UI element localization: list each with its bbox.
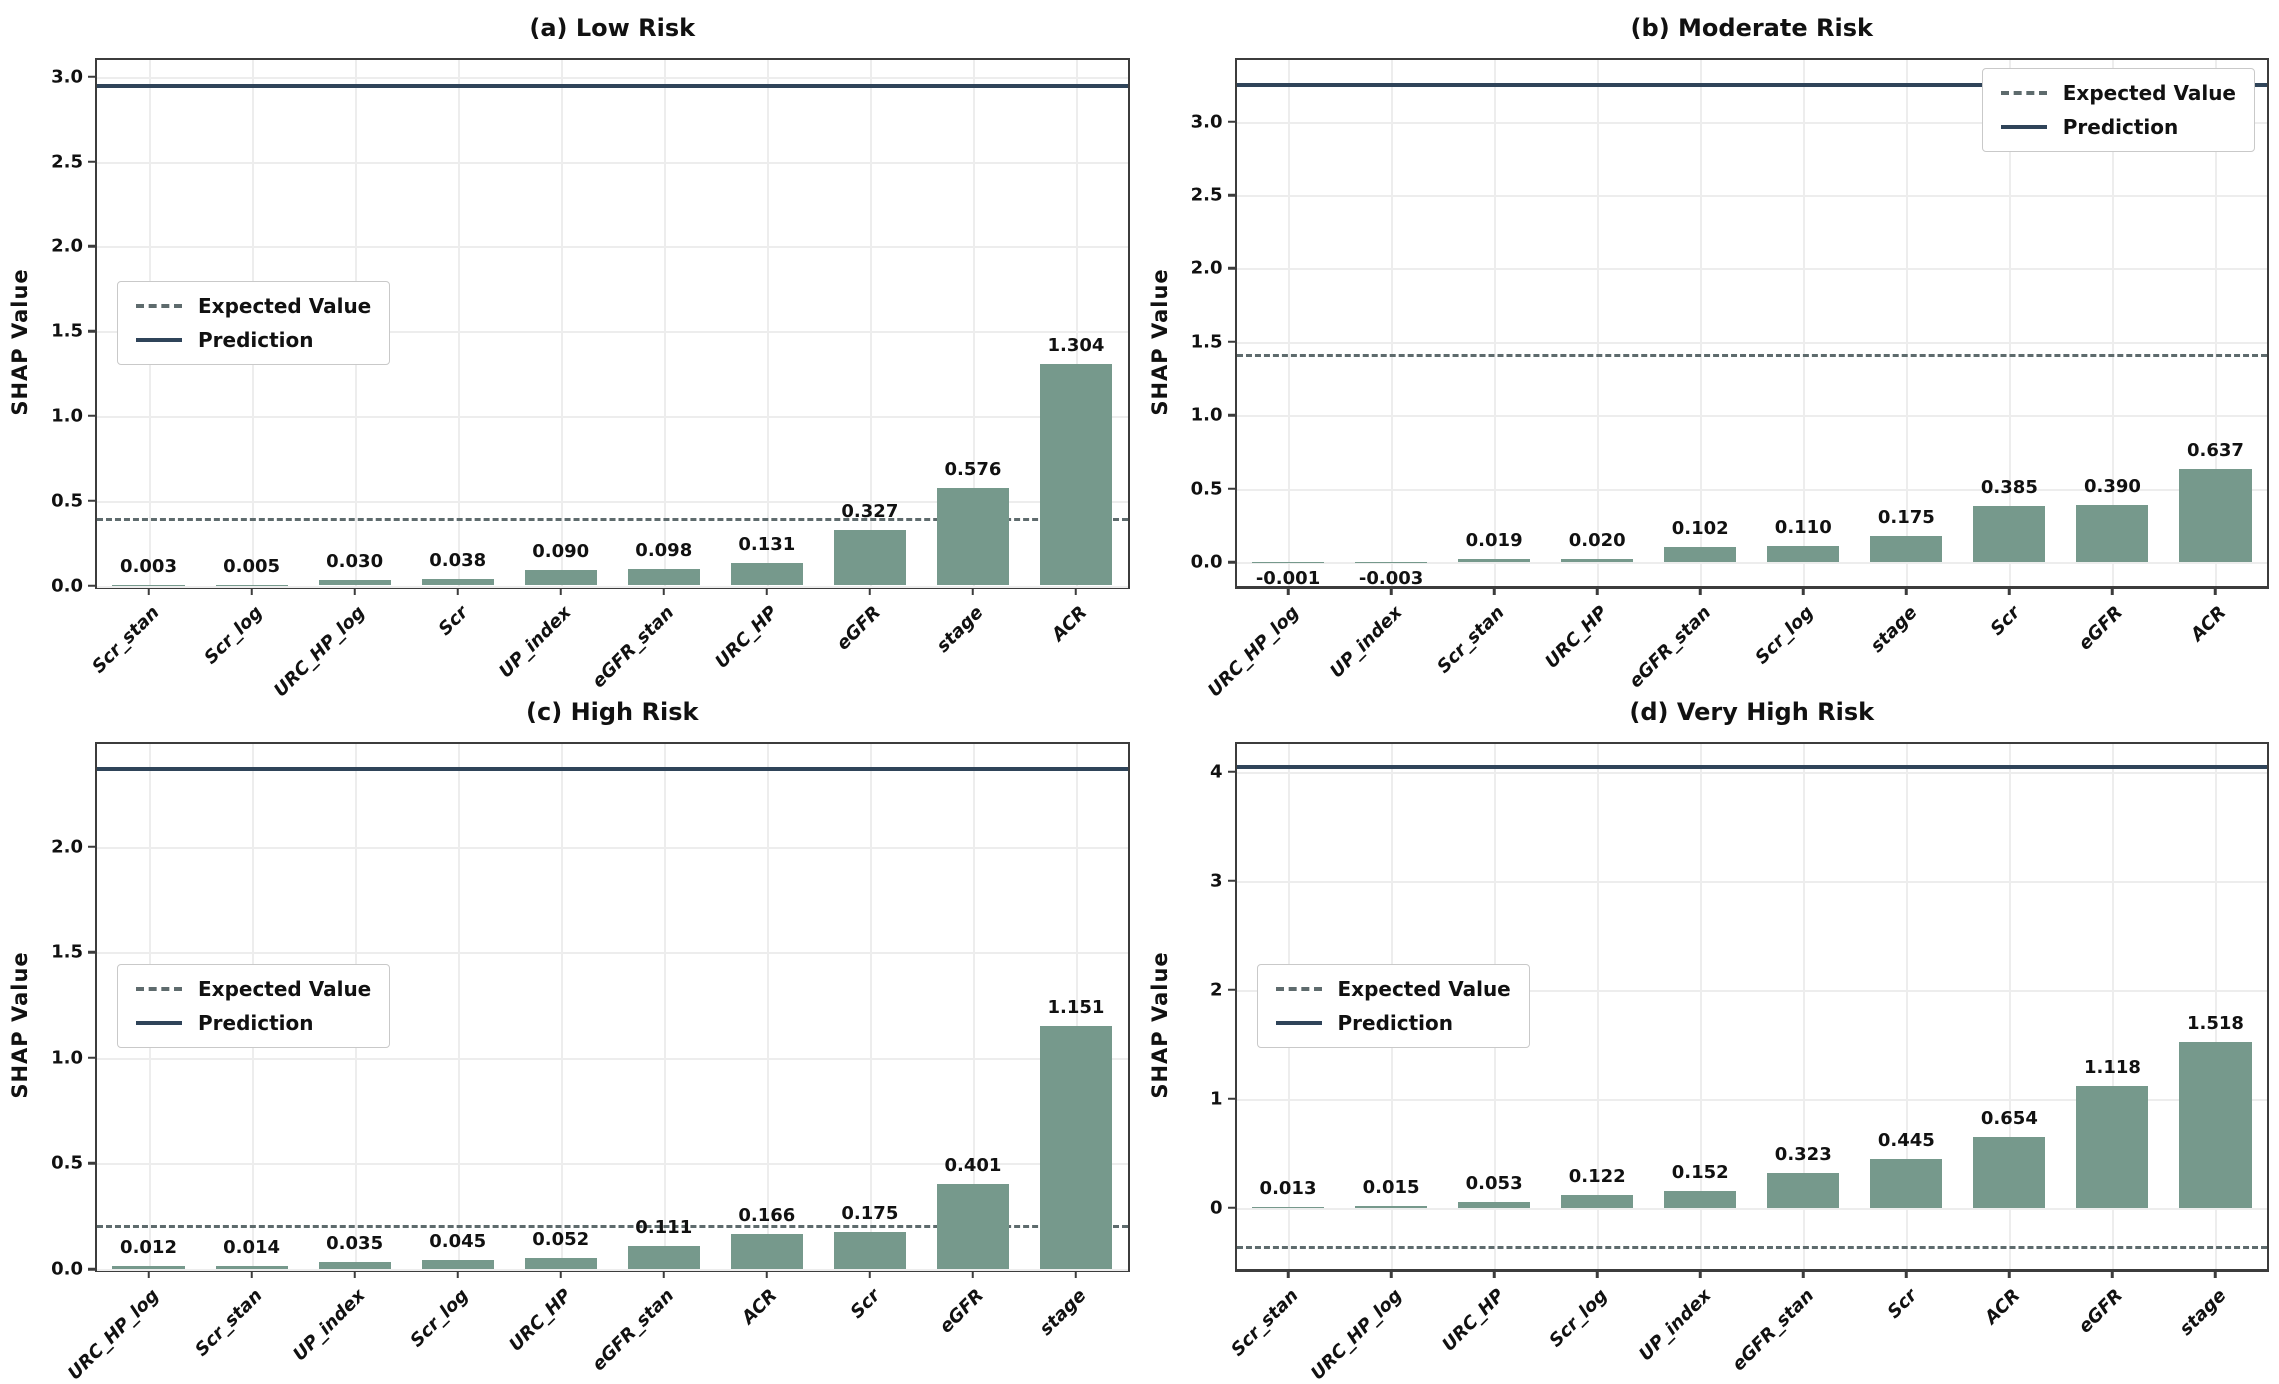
legend-row-prediction <box>136 328 371 352</box>
bar-value-label: 0.110 <box>1775 517 1832 538</box>
x-tick-label: Scr <box>1883 1285 1921 1323</box>
bar <box>1040 364 1112 585</box>
y-tick-label: 0 <box>1210 1197 1223 1218</box>
panel-title: (c) High Risk <box>95 698 1130 726</box>
bar <box>2179 469 2251 563</box>
bar-value-label: 0.098 <box>635 540 692 561</box>
bar <box>1973 1137 2045 1208</box>
bar <box>1561 559 1633 562</box>
bar-value-label: 0.323 <box>1775 1144 1832 1165</box>
bar <box>525 1258 597 1269</box>
x-gridline <box>664 744 666 1270</box>
y-tick-mark <box>88 1162 97 1165</box>
bar-value-label: 0.327 <box>841 501 898 522</box>
bar <box>1870 1159 1942 1208</box>
expected-value-line-sample <box>136 304 182 308</box>
x-tick-label: stage <box>2175 1285 2230 1340</box>
x-tick-mark <box>1390 1269 1393 1278</box>
y-tick-label: 1.5 <box>1191 331 1223 352</box>
x-tick-mark <box>1802 586 1805 595</box>
x-tick-label: UP_index <box>289 1285 369 1365</box>
y-tick-label: 2.0 <box>51 836 83 857</box>
expected-value-line-sample <box>136 987 182 991</box>
legend-label: Expected Value <box>198 294 371 318</box>
x-gridline <box>561 744 563 1270</box>
y-axis-label: SHAP Value <box>8 952 32 1099</box>
legend-label: Prediction <box>1338 1011 1454 1035</box>
y-tick-mark <box>1228 341 1237 344</box>
y-tick-label: 0.0 <box>1191 552 1223 573</box>
y-tick-mark <box>1228 561 1237 564</box>
legend-row-expected <box>2001 81 2236 105</box>
bar-value-label: -0.003 <box>1359 568 1423 589</box>
bar <box>422 1260 494 1269</box>
bar-value-label: 0.035 <box>326 1233 383 1254</box>
legend-label: Expected Value <box>2063 81 2236 105</box>
bar-value-label: 0.111 <box>635 1217 692 1238</box>
expected-value-line <box>1237 354 2268 357</box>
x-tick-label: Scr <box>1986 602 2024 640</box>
expected-value-line <box>1237 1246 2268 1249</box>
y-axis-label: SHAP Value <box>1148 268 1172 415</box>
y-tick-label: 3.0 <box>51 66 83 87</box>
bar-value-label: 0.654 <box>1981 1108 2038 1129</box>
x-tick-label: UP_index <box>495 602 575 682</box>
y-tick-mark <box>88 499 97 502</box>
bar-value-label: 0.015 <box>1363 1177 1420 1198</box>
bar <box>628 1246 700 1269</box>
bar <box>1040 1026 1112 1269</box>
panel-very-high-risk <box>1140 684 2279 1368</box>
bar <box>628 569 700 586</box>
x-tick-mark <box>1699 586 1702 595</box>
x-tick-label: URC_HP <box>1541 602 1612 673</box>
prediction-line-sample <box>136 1021 182 1025</box>
y-tick-mark <box>1228 194 1237 197</box>
x-gridline <box>1700 60 1702 586</box>
y-tick-mark <box>88 584 97 587</box>
y-tick-label: 2 <box>1210 979 1223 1000</box>
y-tick-label: 0.5 <box>51 1153 83 1174</box>
x-gridline <box>1700 744 1702 1270</box>
plot-area <box>95 742 1130 1273</box>
bar-value-label: 0.052 <box>532 1229 589 1250</box>
bar-value-label: 0.090 <box>532 541 589 562</box>
legend-row-prediction <box>1276 1011 1511 1035</box>
x-gridline <box>561 60 563 586</box>
y-tick-mark <box>1228 989 1237 992</box>
x-tick-mark <box>2008 1269 2011 1278</box>
y-tick-label: 2.0 <box>1191 258 1223 279</box>
x-gridline <box>1803 60 1805 586</box>
x-tick-label: Scr_log <box>1546 1285 1612 1351</box>
y-tick-label: 0.5 <box>51 490 83 511</box>
prediction-line <box>97 767 1128 771</box>
y-tick-mark <box>88 1268 97 1271</box>
x-tick-label: stage <box>933 602 988 657</box>
bar <box>319 580 391 585</box>
y-tick-label: 3 <box>1210 870 1223 891</box>
x-tick-label: Scr_stan <box>191 1285 267 1361</box>
bar <box>1664 1191 1736 1208</box>
bar-value-label: -0.001 <box>1256 568 1320 589</box>
bar <box>422 579 494 585</box>
x-gridline <box>664 60 666 586</box>
x-tick-label: Scr_log <box>200 602 266 668</box>
bar <box>2076 505 2148 562</box>
bar <box>1355 1206 1427 1208</box>
prediction-line-sample <box>2001 125 2047 129</box>
x-tick-label: eGFR_stan <box>1728 1285 1818 1375</box>
x-tick-label: eGFR <box>2075 602 2127 654</box>
bar-value-label: 1.151 <box>1048 997 1105 1018</box>
y-tick-label: 1.5 <box>51 321 83 342</box>
x-tick-mark <box>1596 586 1599 595</box>
bar <box>731 563 803 585</box>
bar <box>319 1262 391 1269</box>
bar <box>937 488 1009 586</box>
x-tick-label: stage <box>1866 602 1921 657</box>
bar <box>1870 536 1942 562</box>
plot-area <box>1235 742 2270 1273</box>
y-tick-label: 1 <box>1210 1088 1223 1109</box>
y-tick-mark <box>88 1057 97 1060</box>
bar-value-label: 0.045 <box>429 1231 486 1252</box>
bar-value-label: 0.005 <box>223 556 280 577</box>
y-gridline <box>97 586 1128 588</box>
x-tick-mark <box>1699 1269 1702 1278</box>
y-tick-label: 1.0 <box>51 1047 83 1068</box>
y-tick-label: 2.5 <box>51 151 83 172</box>
x-tick-label: eGFR_stan <box>589 1285 679 1375</box>
x-tick-label: eGFR_stan <box>1625 602 1715 692</box>
panel-title: (d) Very High Risk <box>1235 698 2270 726</box>
y-axis-label: SHAP Value <box>1148 952 1172 1099</box>
x-gridline <box>1391 60 1393 586</box>
panel-title: (a) Low Risk <box>95 14 1130 42</box>
bar <box>834 1232 906 1269</box>
legend-label: Prediction <box>198 328 314 352</box>
bar-value-label: 1.518 <box>2187 1013 2244 1034</box>
bar-value-label: 0.175 <box>841 1203 898 1224</box>
x-tick-mark <box>2214 586 2217 595</box>
prediction-line <box>1237 765 2268 769</box>
y-tick-label: 0.0 <box>51 575 83 596</box>
x-tick-label: ACR <box>1981 1285 2024 1328</box>
x-tick-mark <box>1493 586 1496 595</box>
bar-value-label: 0.038 <box>429 550 486 571</box>
y-tick-mark <box>88 330 97 333</box>
legend <box>1982 68 2255 152</box>
bar-value-label: 0.385 <box>1981 477 2038 498</box>
bar-value-label: 0.175 <box>1878 507 1935 528</box>
y-tick-label: 1.5 <box>51 942 83 963</box>
y-tick-label: 0.5 <box>1191 478 1223 499</box>
x-gridline <box>1597 60 1599 586</box>
bar-value-label: 1.304 <box>1048 335 1105 356</box>
x-tick-label: Scr_stan <box>1433 602 1509 678</box>
prediction-line <box>97 84 1128 88</box>
y-tick-mark <box>1228 487 1237 490</box>
bar <box>1561 1195 1633 1208</box>
prediction-line-sample <box>136 338 182 342</box>
x-gridline <box>767 60 769 586</box>
bar <box>1973 506 2045 563</box>
bar <box>112 585 184 586</box>
x-tick-mark <box>1802 1269 1805 1278</box>
bar-value-label: 0.166 <box>738 1205 795 1226</box>
x-tick-mark <box>1493 1269 1496 1278</box>
panel-moderate-risk <box>1140 0 2279 684</box>
bar <box>216 585 288 586</box>
bar-value-label: 0.019 <box>1466 530 1523 551</box>
bar-value-label: 1.118 <box>2084 1057 2141 1078</box>
y-tick-mark <box>88 951 97 954</box>
legend-row-expected <box>1276 977 1511 1001</box>
plot-area <box>1235 58 2270 589</box>
bar-value-label: 0.020 <box>1569 530 1626 551</box>
x-tick-label: stage <box>1036 1285 1091 1340</box>
legend-row-prediction <box>136 1011 371 1035</box>
y-tick-label: 1.0 <box>1191 405 1223 426</box>
y-tick-mark <box>88 160 97 163</box>
x-tick-mark <box>1905 1269 1908 1278</box>
bar <box>112 1266 184 1269</box>
x-tick-label: eGFR <box>935 1285 987 1337</box>
y-tick-label: 4 <box>1210 761 1223 782</box>
bar-value-label: 0.390 <box>2084 476 2141 497</box>
expected-value-line-sample <box>2001 91 2047 95</box>
panel-high-risk <box>0 684 1140 1368</box>
bar <box>731 1234 803 1269</box>
x-gridline <box>870 744 872 1270</box>
expected-value-line-sample <box>1276 987 1322 991</box>
bar-value-label: 0.102 <box>1672 518 1729 539</box>
legend-label: Prediction <box>2063 115 2179 139</box>
legend-label: Expected Value <box>198 977 371 1001</box>
legend <box>117 281 390 365</box>
plot-area <box>95 58 1130 589</box>
x-gridline <box>1597 744 1599 1270</box>
bar <box>937 1184 1009 1269</box>
x-tick-label: Scr_stan <box>1227 1285 1303 1361</box>
y-tick-mark <box>1228 267 1237 270</box>
x-tick-label: Scr <box>847 1285 885 1323</box>
y-tick-mark <box>1228 1098 1237 1101</box>
x-tick-label: URC_HP_log <box>64 1285 163 1384</box>
x-tick-label: ACR <box>738 1285 781 1328</box>
y-tick-mark <box>1228 120 1237 123</box>
x-tick-label: Scr_log <box>406 1285 472 1351</box>
x-tick-label: eGFR_stan <box>589 602 679 692</box>
bar-value-label: 0.445 <box>1878 1130 1935 1151</box>
bar-value-label: 0.012 <box>120 1237 177 1258</box>
y-tick-mark <box>1228 414 1237 417</box>
bar-value-label: 0.131 <box>738 534 795 555</box>
x-tick-mark <box>1905 586 1908 595</box>
x-tick-label: URC_HP_log <box>1204 602 1303 701</box>
x-tick-label: URC_HP_log <box>1307 1285 1406 1384</box>
y-tick-mark <box>1228 771 1237 774</box>
bar <box>2076 1086 2148 1208</box>
bar-value-label: 0.013 <box>1260 1178 1317 1199</box>
legend <box>1257 964 1530 1048</box>
y-tick-mark <box>88 846 97 849</box>
x-gridline <box>458 744 460 1270</box>
y-axis-label: SHAP Value <box>8 268 32 415</box>
x-tick-label: UP_index <box>1635 1285 1715 1365</box>
y-tick-mark <box>88 76 97 79</box>
bar-value-label: 0.030 <box>326 551 383 572</box>
bar-value-label: 0.003 <box>120 556 177 577</box>
x-tick-label: eGFR <box>2075 1285 2127 1337</box>
bar-value-label: 0.576 <box>944 459 1001 480</box>
x-tick-label: Scr_log <box>1752 602 1818 668</box>
y-tick-label: 1.0 <box>51 405 83 426</box>
x-tick-label: UP_index <box>1326 602 1406 682</box>
y-tick-mark <box>1228 880 1237 883</box>
bar <box>1767 1173 1839 1208</box>
bar <box>525 570 597 585</box>
x-tick-label: ACR <box>1047 602 1090 645</box>
x-tick-label: URC_HP_log <box>270 602 369 701</box>
y-tick-label: 2.0 <box>51 236 83 257</box>
bar <box>834 530 906 585</box>
y-tick-label: 3.0 <box>1191 111 1223 132</box>
y-tick-mark <box>88 245 97 248</box>
x-tick-mark <box>2008 586 2011 595</box>
bar <box>1252 1207 1324 1208</box>
y-tick-mark <box>88 415 97 418</box>
panel-low-risk <box>0 0 1140 684</box>
x-tick-label: URC_HP <box>711 602 782 673</box>
x-tick-label: ACR <box>2187 602 2230 645</box>
x-tick-mark <box>2111 586 2114 595</box>
bar-value-label: 0.637 <box>2187 440 2244 461</box>
x-gridline <box>458 60 460 586</box>
x-tick-mark <box>1287 1269 1290 1278</box>
x-tick-label: Scr <box>435 602 473 640</box>
bar <box>216 1266 288 1269</box>
legend-row-prediction <box>2001 115 2236 139</box>
x-tick-mark <box>1596 1269 1599 1278</box>
bar-value-label: 0.122 <box>1569 1166 1626 1187</box>
x-tick-label: eGFR <box>832 602 884 654</box>
bar <box>1458 1202 1530 1208</box>
bar-value-label: 0.014 <box>223 1237 280 1258</box>
bar <box>2179 1042 2251 1207</box>
y-gridline <box>97 1269 1128 1271</box>
bar-value-label: 0.152 <box>1672 1162 1729 1183</box>
x-tick-label: Scr_stan <box>88 602 164 678</box>
y-tick-label: 0.0 <box>51 1259 83 1280</box>
x-tick-mark <box>2214 1269 2217 1278</box>
x-tick-mark <box>2111 1269 2114 1278</box>
x-gridline <box>767 744 769 1270</box>
x-tick-label: URC_HP <box>505 1285 576 1356</box>
legend-row-expected <box>136 977 371 1001</box>
y-tick-label: 2.5 <box>1191 185 1223 206</box>
legend-label: Expected Value <box>1338 977 1511 1001</box>
legend-row-expected <box>136 294 371 318</box>
x-tick-label: URC_HP <box>1438 1285 1509 1356</box>
bar-value-label: 0.053 <box>1466 1173 1523 1194</box>
bar <box>1458 559 1530 562</box>
prediction-line-sample <box>1276 1021 1322 1025</box>
y-tick-mark <box>1228 1207 1237 1210</box>
bar <box>1664 547 1736 562</box>
x-gridline <box>1494 60 1496 586</box>
bar <box>1767 546 1839 562</box>
panel-title: (b) Moderate Risk <box>1235 14 2270 42</box>
legend <box>117 964 390 1048</box>
bar-value-label: 0.401 <box>944 1155 1001 1176</box>
x-gridline <box>1288 60 1290 586</box>
legend-label: Prediction <box>198 1011 314 1035</box>
